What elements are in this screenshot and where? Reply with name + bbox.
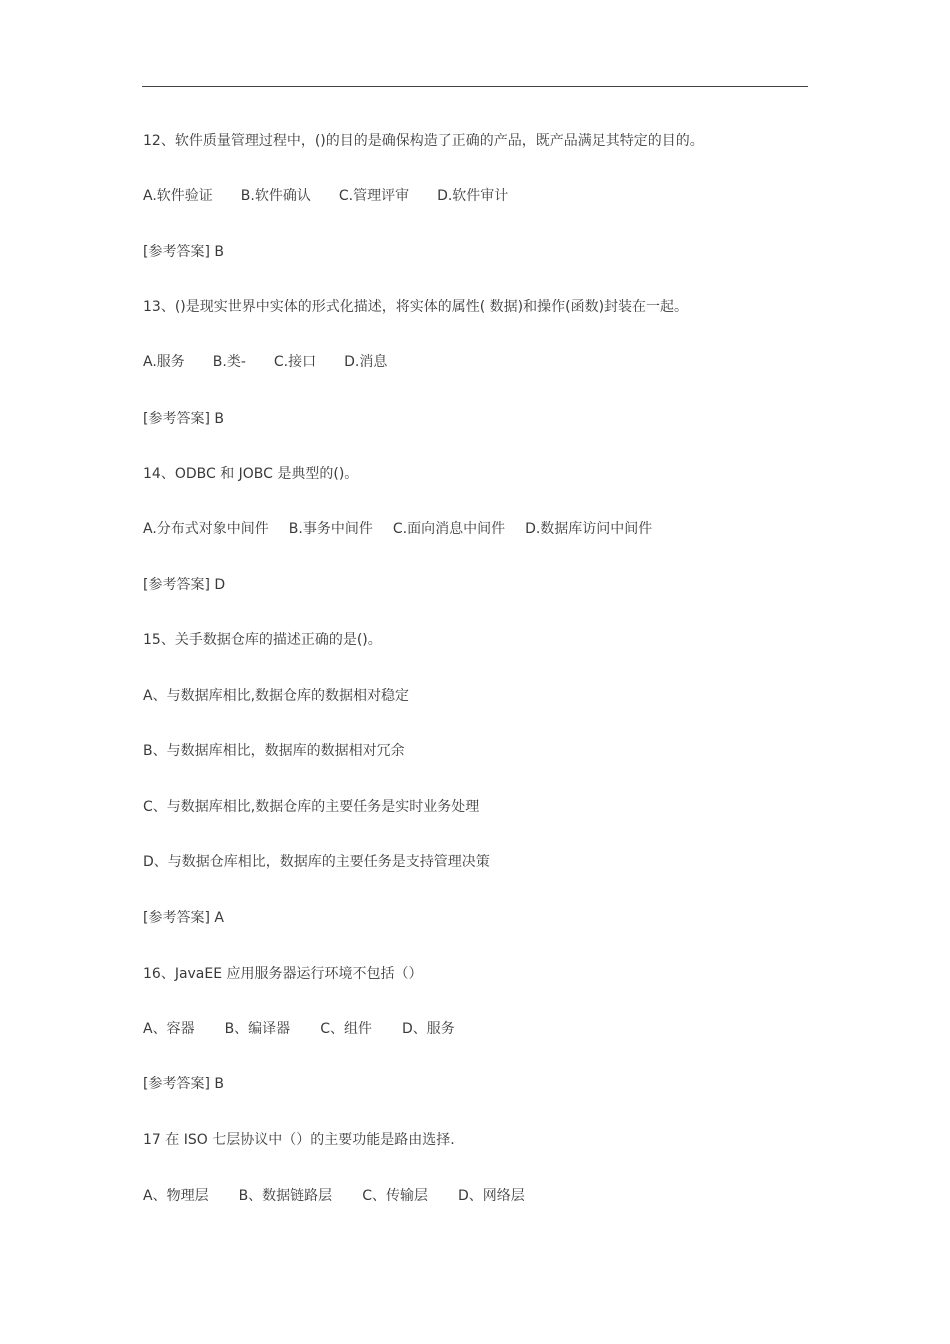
question-16-option-c: C、组件 — [320, 1021, 372, 1037]
question-13-answer: [参考答案] B — [143, 411, 224, 427]
question-12-answer: [参考答案] B — [143, 244, 224, 260]
question-12-stem: 12、软件质量管理过程中，()的目的是确保构造了正确的产品，既产品满足其特定的目的。 — [143, 133, 704, 149]
question-13-options — [143, 353, 387, 371]
question-12-option-d: D.软件审计 — [437, 188, 509, 204]
question-13-option-d: D.消息 — [344, 354, 388, 370]
question-16-stem: 16、JavaEE 应用服务器运行环境不包括（） — [143, 966, 423, 982]
question-14-answer: [参考答案] D — [143, 577, 226, 593]
question-13-option-c: C.接口 — [273, 354, 317, 370]
question-17-stem: 17 在 ISO 七层协议中（）的主要功能是路由选择. — [143, 1132, 455, 1148]
question-16-option-a: A、容器 — [143, 1021, 195, 1037]
header-rule — [142, 86, 808, 87]
question-15-answer: [参考答案] A — [143, 910, 224, 926]
question-12-options — [143, 187, 508, 205]
question-13-option-a: A.服务 — [143, 354, 185, 370]
question-14-option-b: B.事务中间件 — [288, 521, 373, 537]
question-17-options — [143, 1187, 555, 1205]
question-15-option-d: D、与数据仓库相比，数据库的主要任务是支持管理决策 — [143, 854, 490, 870]
question-16-options — [143, 1020, 485, 1038]
question-16-answer: [参考答案] B — [143, 1076, 224, 1092]
question-15-option-b: B、与数据库相比，数据库的数据相对冗余 — [143, 743, 405, 759]
question-16-option-b: B、编译器 — [224, 1021, 291, 1037]
question-15-option-a: A、与数据库相比,数据仓库的数据相对稳定 — [143, 688, 410, 704]
question-14-options — [143, 520, 672, 538]
question-16-option-d: D、服务 — [401, 1021, 455, 1037]
question-14-stem: 14、ODBC 和 JOBC 是典型的()。 — [143, 466, 359, 482]
question-13-option-b: B.类- — [212, 354, 246, 370]
question-14-option-c: C.面向消息中间件 — [392, 521, 506, 537]
question-12-option-a: A.软件验证 — [143, 188, 213, 204]
question-12-option-b: B.软件确认 — [240, 188, 311, 204]
question-14-option-d: D.数据库访问中间件 — [525, 521, 653, 537]
question-15-option-c: C、与数据库相比,数据仓库的主要任务是实时业务处理 — [143, 799, 480, 815]
question-17-option-d: D、网络层 — [457, 1188, 525, 1204]
question-17-option-a: A、物理层 — [143, 1188, 209, 1204]
question-14-option-a: A.分布式对象中间件 — [143, 521, 269, 537]
question-17-option-b: B、数据链路层 — [238, 1188, 333, 1204]
question-12-option-c: C.管理评审 — [338, 188, 410, 204]
question-17-option-c: C、传输层 — [362, 1188, 428, 1204]
question-13-stem: 13、()是现实世界中实体的形式化描述，将实体的属性( 数据)和操作(函数)封装在一起。 — [143, 299, 689, 315]
question-15-stem: 15、关手数据仓库的描述正确的是()。 — [143, 632, 382, 648]
